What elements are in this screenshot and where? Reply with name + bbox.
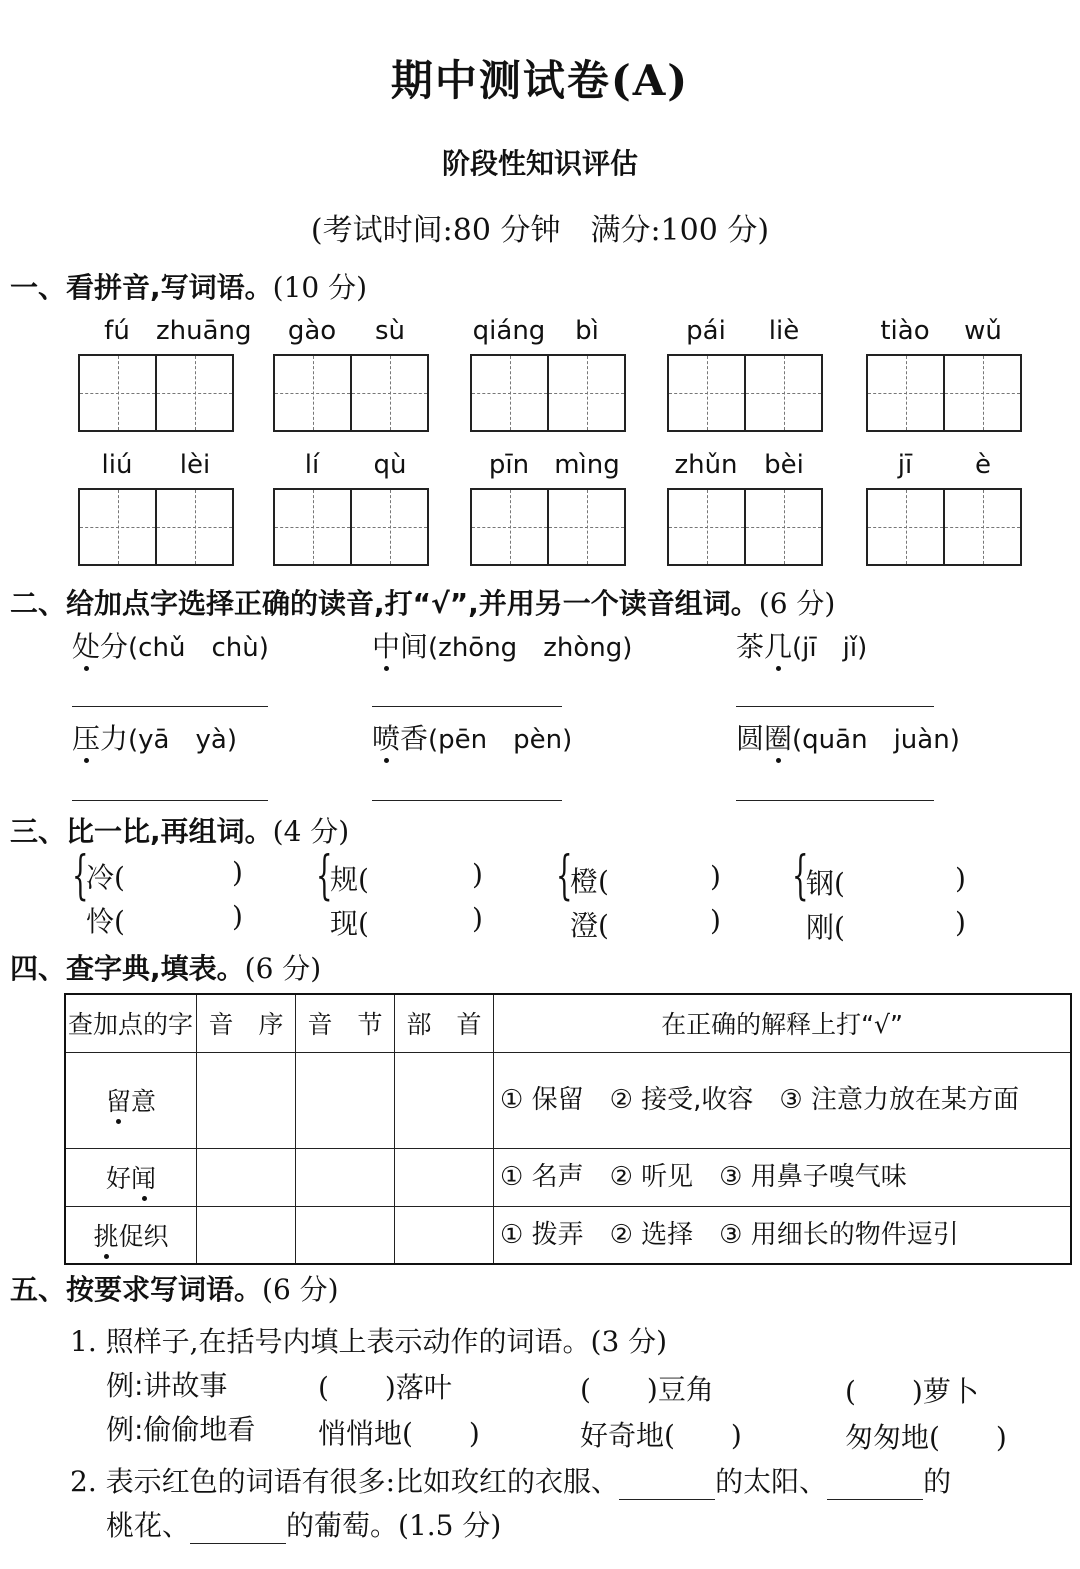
pinyin-syllable: zhuāng (156, 316, 252, 346)
reading-item (736, 717, 960, 757)
grid-cell[interactable] (547, 490, 624, 564)
pair-char: 澄( (570, 909, 609, 942)
col-header-syllable: 音 节 (296, 994, 395, 1052)
grid-cell[interactable] (350, 356, 427, 430)
grid-cell[interactable] (155, 356, 232, 430)
paren-close: ) (955, 906, 966, 939)
brace: { (792, 846, 809, 906)
section4-points: (6 分) (244, 952, 322, 985)
grid-cell[interactable] (472, 356, 547, 430)
grid-cell[interactable] (472, 490, 547, 564)
dictionary-table (64, 993, 1072, 1265)
q2-text-a: 2. 表示红色的词语有很多:比如玫红的衣服、 (70, 1465, 620, 1498)
pair-char: 怜( (86, 905, 125, 938)
word-rest: 意 (131, 1087, 157, 1116)
writing-grid[interactable] (667, 354, 823, 432)
syllable-cell[interactable] (296, 1148, 395, 1206)
question-5-1: 1. 照样子,在括号内填上表示动作的词语。(3 分) (70, 1325, 668, 1358)
fill-item[interactable]: ( )落叶 (318, 1371, 452, 1404)
section2-title: 二、给加点字选择正确的读音,打“√”,并用另一个读音组词。 (10, 587, 759, 620)
grid-cell[interactable] (547, 356, 624, 430)
reading-option[interactable]: (quān (792, 725, 868, 755)
page-title: 期中测试卷(A) (390, 56, 690, 105)
word-char: 喷 (372, 722, 401, 755)
word-char: 几 (764, 630, 793, 663)
col-header-meaning: 在正确的解释上打“√” (494, 994, 1072, 1052)
radical-cell[interactable] (395, 1052, 494, 1148)
answer-line[interactable] (72, 706, 268, 707)
pinyin-syllable: è (975, 450, 991, 480)
pair-char: 刚( (806, 911, 845, 944)
pinyin-syllable: gào (287, 316, 337, 346)
reading-option[interactable]: (yā (128, 725, 170, 755)
reading-item (372, 625, 632, 665)
exam-info: (考试时间:80 分钟 满分:100 分) (310, 213, 770, 248)
q2-text-b: 的太阳、 (715, 1465, 828, 1498)
reading-item (72, 625, 269, 665)
answer-blank[interactable] (619, 1473, 715, 1500)
fill-item[interactable]: ( )萝卜 (845, 1375, 979, 1408)
pinyin-syllable: lí (304, 450, 320, 480)
grid-cell[interactable] (80, 490, 155, 564)
pair-char: 现( (330, 907, 369, 940)
table-header-row (65, 994, 1071, 1052)
word-start: 好 (105, 1164, 131, 1193)
col-header-initial: 音 序 (197, 994, 296, 1052)
grid-cell[interactable] (868, 356, 943, 430)
word-char: 茶 (736, 630, 765, 663)
word-char: 力 (100, 722, 129, 755)
radical-cell[interactable] (395, 1148, 494, 1206)
initial-cell[interactable] (197, 1206, 296, 1264)
fill-item[interactable]: 匆匆地( ) (845, 1421, 1007, 1454)
example-1: 例:讲故事 (106, 1369, 228, 1402)
q2-text-d: 桃花、 (106, 1509, 191, 1542)
paren-close: ) (710, 904, 721, 937)
word-char: 圈 (764, 722, 793, 755)
pair-char: 橙( (570, 865, 609, 898)
syllable-cell[interactable] (296, 1206, 395, 1264)
paren-close: ) (232, 856, 243, 889)
grid-cell[interactable] (350, 490, 427, 564)
section4-title: 四、查字典,填表。 (10, 952, 245, 985)
writing-grid[interactable] (78, 354, 234, 432)
pair-char: 钢( (806, 867, 845, 900)
grid-cell[interactable] (275, 490, 350, 564)
question-5-2-line2 (106, 1504, 501, 1544)
meaning-options[interactable]: ① 拨弄 ② 选择 ③ 用细长的物件逗引 (494, 1206, 1072, 1264)
pinyin-syllable: jī (897, 450, 913, 480)
writing-grid[interactable] (667, 488, 823, 566)
grid-cell[interactable] (943, 490, 1020, 564)
pinyin-syllable: pīn (488, 450, 530, 480)
reading-options[interactable] (128, 725, 237, 755)
writing-grid[interactable] (470, 354, 626, 432)
table-row (65, 1052, 1071, 1148)
initial-cell[interactable] (197, 1052, 296, 1148)
initial-cell[interactable] (197, 1148, 296, 1206)
reading-option[interactable]: (pēn (428, 725, 488, 755)
pinyin-syllable: qiáng (472, 316, 546, 346)
page-subtitle: 阶段性知识评估 (441, 147, 638, 180)
word-char: 中 (372, 630, 401, 663)
pinyin-syllable: tiào (880, 316, 930, 346)
reading-option[interactable]: pèn) (513, 725, 573, 755)
reading-option[interactable]: (zhōng (428, 633, 518, 663)
reading-option[interactable]: zhòng) (543, 633, 633, 663)
pinyin-syllable: liú (101, 450, 133, 480)
answer-line[interactable] (736, 706, 934, 707)
reading-option[interactable]: yà) (195, 725, 237, 755)
paren-close: ) (472, 902, 483, 935)
pinyin-syllable: mìng (554, 450, 620, 480)
writing-grid[interactable] (470, 488, 626, 566)
writing-grid[interactable] (273, 354, 429, 432)
grid-cell[interactable] (744, 356, 821, 430)
word-char: 圆 (736, 722, 765, 755)
word-rest: 促织 (118, 1221, 169, 1251)
answer-line[interactable] (72, 800, 268, 801)
section1-heading (10, 266, 367, 306)
section1-title: 一、看拼音,写词语。 (10, 271, 273, 304)
pinyin-syllable: liè (768, 316, 800, 346)
paren-close: ) (710, 860, 721, 893)
reading-item (736, 625, 867, 665)
section3-heading (10, 810, 349, 850)
word-char: 间 (400, 630, 429, 663)
col-header-radical: 部 首 (395, 994, 494, 1052)
q2-text-e: 的葡萄。(1.5 分) (286, 1509, 502, 1542)
grid-cell[interactable] (155, 490, 232, 564)
table-row (65, 1206, 1071, 1264)
pinyin-syllable: qù (373, 450, 407, 480)
grid-cell[interactable] (943, 356, 1020, 430)
writing-grid[interactable] (866, 354, 1022, 432)
fill-item[interactable]: 悄悄地( ) (318, 1417, 480, 1450)
reading-option[interactable]: chù) (211, 633, 269, 663)
reading-option[interactable]: juàn) (893, 725, 960, 755)
pinyin-syllable: bì (575, 316, 599, 346)
section5-title: 五、按要求写词语。 (10, 1273, 263, 1306)
grid-cell[interactable] (669, 490, 744, 564)
word-char: 香 (400, 722, 429, 755)
q2-text-c: 的 (923, 1465, 952, 1498)
reading-option[interactable]: (jī (792, 633, 817, 663)
paren-close: ) (472, 858, 483, 891)
syllable-cell[interactable] (296, 1052, 395, 1148)
reading-options[interactable] (428, 633, 632, 663)
radical-cell[interactable] (395, 1206, 494, 1264)
answer-line[interactable] (372, 800, 562, 801)
section2-heading (10, 582, 835, 622)
pinyin-syllable: fú (104, 316, 130, 346)
answer-line[interactable] (736, 800, 934, 801)
example-2: 例:偷偷地看 (106, 1413, 256, 1446)
dotted-char: 留 (105, 1087, 131, 1116)
meaning-options[interactable]: ① 名声 ② 听见 ③ 用鼻子嗅气味 (494, 1148, 1072, 1206)
dotted-char: 闻 (131, 1164, 157, 1193)
reading-item (372, 717, 572, 757)
col-header-word: 查加点的字 (65, 994, 197, 1052)
word-cell (65, 1206, 197, 1264)
question-5-2-line1 (70, 1460, 951, 1500)
dotted-char: 挑 (93, 1221, 119, 1251)
pinyin-syllable: wǔ (964, 316, 1002, 346)
reading-options[interactable] (128, 633, 269, 663)
section5-heading (10, 1268, 339, 1308)
section3-title: 三、比一比,再组词。 (10, 815, 273, 848)
reading-options[interactable] (792, 725, 960, 755)
pinyin-syllable: lèi (179, 450, 211, 480)
section5-points: (6 分) (262, 1273, 339, 1306)
answer-blank[interactable] (827, 1473, 923, 1500)
writing-grid[interactable] (78, 488, 234, 566)
section4-heading (10, 947, 321, 987)
grid-cell[interactable] (868, 490, 943, 564)
writing-grid[interactable] (866, 488, 1022, 566)
word-char: 分 (100, 630, 129, 663)
reading-options[interactable] (792, 633, 867, 663)
brace: { (556, 846, 573, 906)
brace: { (72, 846, 89, 906)
paren-close: ) (955, 862, 966, 895)
brace: { (316, 846, 333, 906)
section1-points: (10 分) (272, 271, 368, 304)
answer-blank[interactable] (190, 1517, 286, 1544)
pinyin-syllable: bèi (764, 450, 804, 480)
table-row (65, 1148, 1071, 1206)
pair-char: 规( (330, 863, 369, 896)
paren-close: ) (232, 900, 243, 933)
word-char: 压 (72, 722, 101, 755)
reading-option[interactable]: jǐ) (842, 633, 868, 663)
pair-char: 冷( (86, 861, 125, 894)
meaning-options[interactable]: ① 保留 ② 接受,收容 ③ 注意力放在某方面 (494, 1052, 1072, 1148)
writing-grid[interactable] (273, 488, 429, 566)
pinyin-syllable: sù (374, 316, 406, 346)
word-cell (65, 1148, 197, 1206)
pinyin-syllable: zhǔn (674, 450, 738, 480)
grid-cell[interactable] (275, 356, 350, 430)
section3-points: (4 分) (272, 815, 350, 848)
grid-cell[interactable] (744, 490, 821, 564)
reading-options[interactable] (428, 725, 572, 755)
answer-line[interactable] (372, 706, 562, 707)
grid-cell[interactable] (669, 356, 744, 430)
pinyin-syllable: pái (686, 316, 726, 346)
fill-item[interactable]: ( )豆角 (580, 1373, 714, 1406)
reading-option[interactable]: (chǔ (128, 633, 186, 663)
word-char: 处 (72, 630, 101, 663)
word-cell (65, 1052, 197, 1148)
reading-item (72, 717, 237, 757)
fill-item[interactable]: 好奇地( ) (580, 1419, 742, 1452)
grid-cell[interactable] (80, 356, 155, 430)
section2-points: (6 分) (758, 587, 836, 620)
